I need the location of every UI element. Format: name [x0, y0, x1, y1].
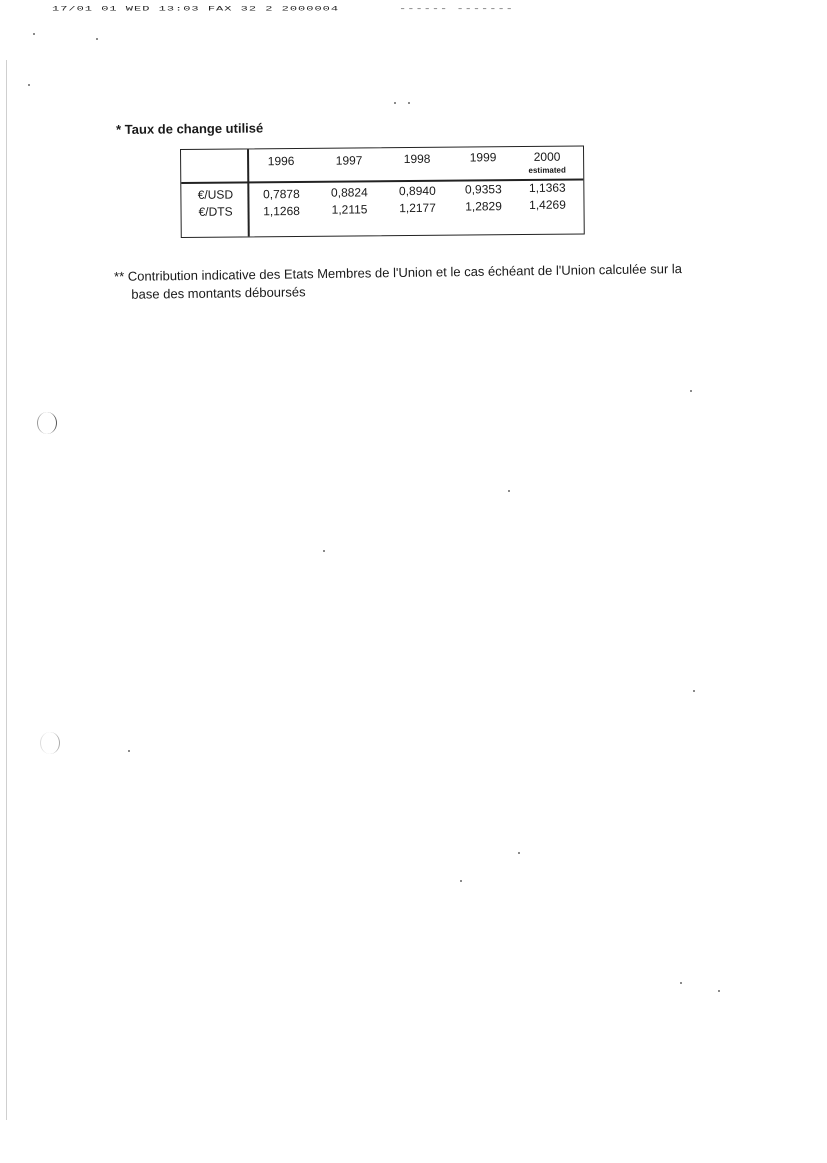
year-header: 1999 — [469, 150, 497, 165]
scan-speck — [718, 990, 720, 992]
rate-cell: 0,9353 — [464, 182, 502, 197]
scan-speck — [460, 880, 462, 882]
fax-header-left: 17/01 01 WED 13:03 FAX 32 2 2000004 — [52, 5, 340, 13]
row-label-dts: €/DTS — [198, 204, 233, 219]
rate-cell: 1,1268 — [263, 203, 300, 219]
scan-speck — [518, 852, 520, 854]
scan-speck — [323, 550, 325, 552]
year-header: 2000 — [533, 149, 561, 164]
fax-header — [52, 5, 514, 13]
punch-hole-icon — [40, 732, 60, 754]
scan-speck — [690, 390, 692, 392]
rate-cell: 1,1363 — [528, 180, 566, 195]
exchange-rate-note: * Taux de change utilisé — [116, 120, 264, 137]
table-divider-vertical — [247, 149, 249, 236]
rate-cell: 0,8940 — [398, 183, 436, 199]
fax-header-right: ------ ------- — [399, 5, 514, 13]
scan-speck — [28, 84, 30, 86]
rate-cell: 1,4269 — [529, 197, 566, 212]
punch-hole-icon — [37, 412, 57, 434]
contribution-note-line2: base des montants déboursés — [131, 284, 306, 302]
scan-speck — [128, 750, 130, 752]
scan-speck — [394, 102, 396, 104]
year-header: 1996 — [267, 154, 295, 169]
exchange-rate-table — [180, 145, 585, 238]
scan-speck — [680, 982, 682, 984]
scan-speck — [508, 490, 510, 492]
scan-speck — [33, 33, 35, 35]
row-label-usd: €/USD — [197, 187, 234, 202]
rate-cell: 1,2829 — [465, 199, 502, 214]
scan-speck — [693, 690, 695, 692]
rate-cell: 1,2177 — [399, 200, 436, 216]
scan-left-edge — [6, 60, 7, 1120]
rate-cell: 0,8824 — [330, 185, 368, 200]
year-header: 1997 — [335, 153, 363, 168]
contribution-note-line1: ** Contribution indicative des Etats Membres de l'Union et le cas échéant de l'Union calculée sur la — [114, 261, 683, 284]
rate-cell: 0,7878 — [262, 186, 300, 202]
estimated-label: estimated — [528, 165, 566, 175]
contribution-note — [114, 259, 734, 304]
year-header: 1998 — [403, 151, 431, 167]
scan-speck — [96, 38, 98, 40]
scan-speck — [408, 102, 410, 104]
rate-cell: 1,2115 — [331, 202, 368, 217]
